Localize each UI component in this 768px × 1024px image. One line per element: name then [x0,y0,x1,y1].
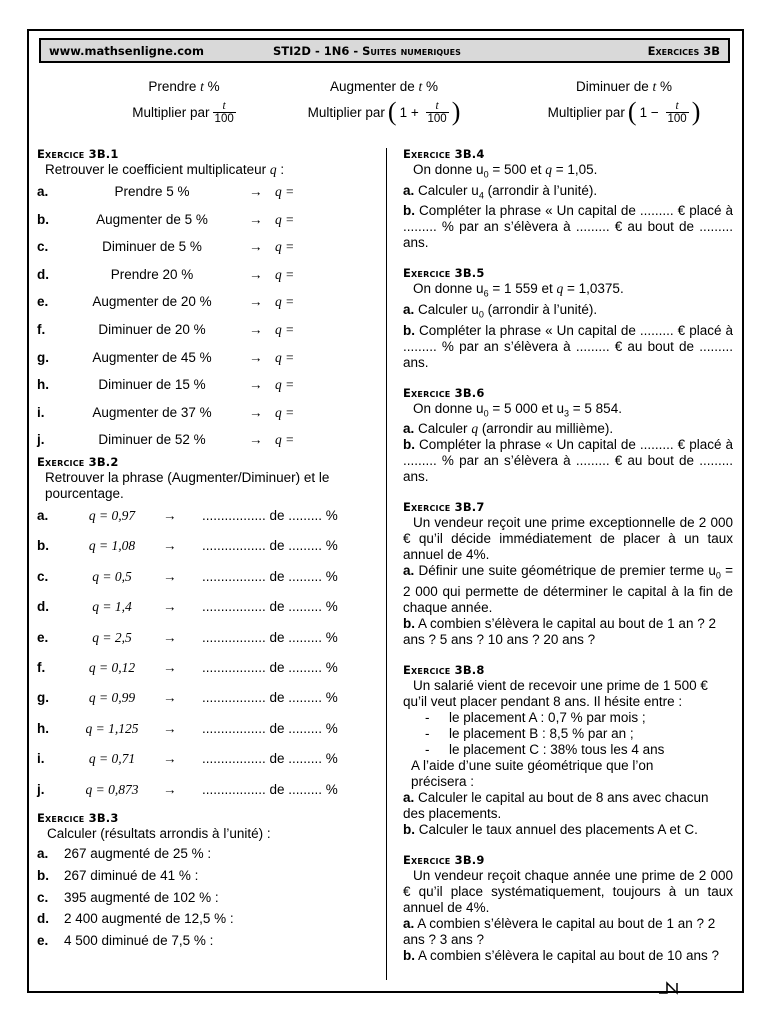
ex1-list [37,178,377,453]
ex2-row [37,630,377,646]
ex1-row [37,350,377,366]
question-label: a. [403,302,415,318]
row-letter: d. [37,911,49,927]
row-letter: e. [37,294,49,310]
arrow-icon: → [163,629,177,645]
question-label: a. [403,790,415,806]
row-q-value: q = 0,99 [88,690,136,706]
question-text: Calculer le capital au bout de 8 ans avec chacun des placements. [403,790,709,822]
arrow-icon: → [163,751,177,767]
row-label: Prendre 5 % [114,184,190,199]
open-paren: ( [387,97,397,126]
question-sub: 4 [478,190,484,201]
fraction-numerator: t [222,99,226,112]
rule-text: Augmenter de [329,79,419,94]
q-equals: q = [275,377,295,393]
question-text: A combien s’élèvera le capital au bout de 10 ans ? [418,948,719,964]
row-label: Augmenter de 45 % [92,349,212,365]
row-letter: c. [37,239,49,255]
ex1-row [37,184,377,200]
row-letter: c. [37,889,49,905]
intro-var: q [269,162,277,177]
question-text: Compléter la phrase « Un capital de ......... € placé à ......... % par an s’élèvera à ......... € au bout de ......... ans. [403,437,733,485]
exercise-title: Exercice 3B.1 [37,147,119,161]
rule-mult-label: Multiplier par [132,104,210,120]
exercises-label: Exercices 3B [647,44,720,58]
arrow-icon: → [249,294,263,310]
arrow-icon: → [249,184,263,199]
exercise-title: Exercice 3B.9 [403,853,485,868]
q-equals: q = [275,432,295,448]
question-label: b. [403,203,415,219]
question-label: b. [403,822,415,838]
row-q-value: q = 1,125 [85,720,139,736]
exercise-given [403,281,733,302]
question-label: b. [403,322,415,338]
rule-var: t [200,79,204,94]
answer-blank: ................. de ......... % [202,720,338,736]
course-title: STI2D - 1N6 - Suites numeriques [273,44,461,58]
q-equals: q = [275,266,295,282]
given-var: q [545,162,552,177]
arrow-icon: → [249,432,263,448]
q-equals: q = [275,294,295,310]
row-text: 4 500 diminué de 7,5 % : [64,933,214,949]
row-q-value: q = 1,4 [92,599,132,615]
fraction-denominator: 100 [667,112,687,125]
worksheet-page [27,29,744,993]
given-text: On donne u [413,400,484,416]
ex3-row [37,911,377,927]
row-label: Augmenter de 37 % [92,404,212,420]
fraction-numerator: t [675,99,679,112]
row-letter: e. [37,629,49,645]
row-letter: a. [37,846,49,861]
option-item [403,742,733,758]
answer-blank: ................. de ......... % [202,629,338,645]
rule-text: Prendre [148,79,201,94]
ex2-row [37,721,377,737]
arrow-icon: → [249,349,263,365]
rule-mult-label: Multiplier par [307,104,385,120]
intro-text: Retrouver le coefficient multiplicateur [45,162,267,177]
close-paren: ) [451,97,461,126]
row-letter: f. [37,660,46,675]
row-letter: j. [37,781,45,797]
question-label: a. [403,563,415,579]
ex3-row [37,933,377,949]
question-text: Compléter la phrase « Un capital de ......... € placé à ......... % par an s’élèvera à ......... € au bout de ......... ans. [403,203,733,251]
option-item [403,710,733,726]
row-letter: h. [37,377,49,393]
row-label: Augmenter de 20 % [92,294,212,310]
answer-blank: ................. de ......... % [202,690,338,706]
given-text: = 500 et [488,162,546,177]
arrow-icon: → [249,322,263,337]
row-letter: d. [37,266,49,282]
q-equals: q = [275,184,295,199]
exercise-intro [37,162,377,178]
option-item [403,726,733,742]
question-a [403,916,733,948]
arrow-icon: → [163,781,177,797]
question-label: a. [403,182,415,198]
row-letter: g. [37,349,49,365]
row-text: 267 diminué de 41 % : [64,867,199,883]
ex1-row [37,377,377,393]
question-sub: 0 [478,309,484,320]
ex1-row [37,322,377,338]
ex1-row [37,212,377,228]
row-text: 395 augmenté de 102 % : [64,889,219,905]
ex3-list [37,842,377,952]
row-letter: h. [37,720,49,736]
ex3-row [37,868,377,884]
question-b [403,203,733,251]
ex1-row [37,432,377,448]
answer-blank: ................. de ......... % [202,781,338,797]
arrow-icon: → [163,599,177,615]
fraction-denominator: 100 [214,112,234,125]
rule-take [69,77,299,127]
given-text: On donne u [413,162,484,177]
row-q-value: q = 0,12 [88,660,136,675]
exercise-title: Exercice 3B.3 [37,811,119,825]
answer-blank: ................. de ......... % [202,660,338,675]
arrow-icon: → [163,690,177,706]
row-label: Augmenter de 5 % [96,211,208,227]
arrow-icon: → [249,377,263,393]
question-text: Calculer u [418,302,479,318]
question-text: Définir une suite géométrique de premier terme u [418,563,716,579]
question-b [403,822,733,838]
option-text: le placement A : 0,7 % par mois ; [449,710,646,726]
rule-text: Diminuer de [575,79,653,94]
given-end: = 5 854. [569,400,622,416]
row-letter: b. [37,867,49,883]
rule-operator: 1 + [399,104,423,120]
site-name[interactable]: www.mathsenligne.com [49,44,204,58]
question-text: Compléter la phrase « Un capital de ......... € placé à ......... % par an s’élèvera à ......... € au bout de ......... ans. [403,322,733,370]
rule-var: t [418,79,423,94]
given-text: On donne u [413,281,484,297]
exercise-given [403,401,733,422]
ex2-row [37,660,377,676]
q-equals: q = [275,211,295,227]
exercise-title: Exercice 3B.4 [403,147,485,161]
question-b [403,948,733,964]
multiplier-rules [29,77,742,132]
arrow-icon: → [163,568,177,584]
row-q-value: q = 0,97 [88,508,136,523]
exercise-title: Exercice 3B.5 [403,266,485,281]
row-label: Diminuer de 20 % [98,322,206,337]
rule-fraction [213,100,236,125]
q-equals: q = [275,239,295,255]
rule-mult-label: Multiplier par [547,104,625,120]
given-sub: 6 [483,289,489,300]
answer-blank: ................. de ......... % [202,751,338,767]
arrow-icon: → [249,266,263,282]
arrow-icon: → [163,538,177,554]
row-q-value: q = 0,873 [85,781,139,797]
row-letter: i. [37,751,45,767]
ex1-row [37,267,377,283]
ex3-row [37,890,377,906]
rule-decrease [509,77,739,127]
exercise-mid: A l’aide d’une suite géométrique que l’on précisera : [411,758,654,790]
arrow-icon: → [249,211,263,227]
rule-percent: % [656,79,673,94]
option-text: le placement C : 38% tous les 4 ans [449,742,665,758]
row-letter: i. [37,404,45,420]
ex2-row [37,569,377,585]
question-b [403,616,733,648]
bullet-dash: - [425,726,430,742]
row-text: 267 augmenté de 25 % : [64,846,212,861]
column-divider [386,148,387,980]
question-a [403,563,733,616]
ex2-row [37,782,377,798]
given-var: q [556,281,564,297]
question-end: (arrondir à l’unité). [483,182,598,198]
open-paren: ( [627,97,637,126]
ex2-row [37,599,377,615]
exercise-intro: Un salarié vient de recevoir une prime de 1 500 € qu’il veut placer pendant 8 ans. Il hésite entre : [403,678,708,710]
exercise-given [403,162,733,183]
exercise-title: Exercice 3B.8 [403,663,485,678]
fraction-numerator: t [435,99,439,112]
row-label: Diminuer de 15 % [98,377,206,393]
row-label: Prendre 20 % [110,266,194,282]
exercise-intro: Un vendeur reçoit chaque année une prime de 2 000 € qu’il place systématiquement, toujours à un taux annuel de 4%. [403,868,733,916]
row-letter: b. [37,211,49,227]
question-label: a. [403,916,415,932]
rule-increase [279,77,489,127]
row-text: 2 400 augmenté de 12,5 % : [64,911,234,927]
arrow-icon: → [249,404,263,420]
option-text: le placement B : 8,5 % par an ; [449,726,634,742]
question-a [403,790,733,822]
arrow-icon: → [163,720,177,736]
given-text: = 5 000 et u [488,400,565,416]
arrow-icon: → [163,508,177,523]
question-text: Calculer le taux annuel des placements A et C. [418,822,698,838]
row-letter: j. [37,432,45,448]
given-end: = 1,0375. [563,281,624,297]
arrow-icon: → [163,660,177,675]
given-sub: 3 [564,408,570,419]
question-b [403,323,733,371]
row-label: Diminuer de 52 % [98,432,206,448]
row-letter: b. [37,538,49,554]
q-equals: q = [275,322,295,337]
ex2-row [37,508,377,524]
ex2-row [37,751,377,767]
question-text: A combien s’élèvera le capital au bout de 1 an ? 2 ans ? 5 ans ? 10 ans ? 20 ans ? [403,616,716,648]
rule-var: t [652,79,657,94]
rule-percent: % [203,79,220,94]
arrow-icon: → [249,239,263,255]
q-equals: q = [275,349,295,365]
exercise-title: Exercice 3B.7 [403,500,485,515]
ex1-row [37,294,377,310]
ex2-list [37,502,377,808]
close-paren: ) [691,97,701,126]
row-letter: e. [37,933,49,949]
question-text: A combien s’élèvera le capital au bout de 1 an ? 2 ans ? 3 ans ? [403,916,716,948]
exercise-title: Exercice 3B.2 [37,455,119,469]
rule-percent: % [422,79,439,94]
ex3-row [37,846,377,862]
question-label: b. [403,616,415,632]
row-q-value: q = 0,71 [88,751,136,767]
question-text: Calculer [418,421,472,437]
right-column [403,146,733,964]
ex1-row [37,405,377,421]
given-text: = 1 559 et [488,281,557,297]
ex2-row [37,690,377,706]
header-bar [39,38,730,63]
row-letter: d. [37,599,49,615]
footer-notch-icon [659,981,689,995]
question-label: b. [403,948,415,964]
question-text: Calculer u [418,182,479,198]
rule-fraction [666,100,689,125]
question-b [403,437,733,485]
exercise-intro: Un vendeur reçoit une prime exceptionnelle de 2 000 € qu’il décide immédiatement de placer à un taux annuel de 4%. [403,515,733,563]
question-end: (arrondir à l’unité). [483,302,598,318]
row-letter: a. [37,184,49,199]
row-label: Diminuer de 5 % [102,239,202,255]
exercise-title: Exercice 3B.6 [403,385,485,400]
given-end: = 1,05. [552,162,598,177]
given-sub: 0 [483,408,489,419]
question-a [403,183,733,204]
question-var: q [471,421,479,437]
row-q-value: q = 2,5 [92,629,132,645]
row-letter: f. [37,322,46,337]
row-q-value: q = 1,08 [88,538,136,554]
answer-blank: ................. de ......... % [202,568,338,584]
row-letter: a. [37,508,49,523]
answer-blank: ................. de ......... % [202,599,338,615]
question-label: a. [403,421,415,437]
intro-end: : [276,162,285,177]
exercise-intro: Retrouver la phrase (Augmenter/Diminuer) et le pourcentage. [45,470,330,501]
row-letter: g. [37,690,49,706]
row-q-value: q = 0,5 [92,568,132,584]
rule-fraction [426,100,449,125]
rule-operator: 1 − [639,104,663,120]
question-end: (arrondir au millième). [478,421,614,437]
answer-blank: ................. de ......... % [202,508,338,523]
ex2-row [37,538,377,554]
answer-blank: ................. de ......... % [202,538,338,554]
q-equals: q = [275,404,295,420]
ex1-row [37,239,377,255]
question-a [403,421,733,437]
given-sub: 0 [483,169,489,180]
left-column [37,146,377,952]
bullet-dash: - [425,710,430,726]
row-letter: c. [37,568,49,584]
question-text: = 2 000 qui permette de déterminer le capital à la fin de chaque année. [403,563,733,616]
question-sub: 0 [715,571,721,582]
exercise-intro: Calculer (résultats arrondis à l’unité) : [47,826,271,841]
question-a [403,302,733,323]
bullet-dash: - [425,742,430,758]
fraction-denominator: 100 [427,112,447,125]
question-label: b. [403,437,415,453]
